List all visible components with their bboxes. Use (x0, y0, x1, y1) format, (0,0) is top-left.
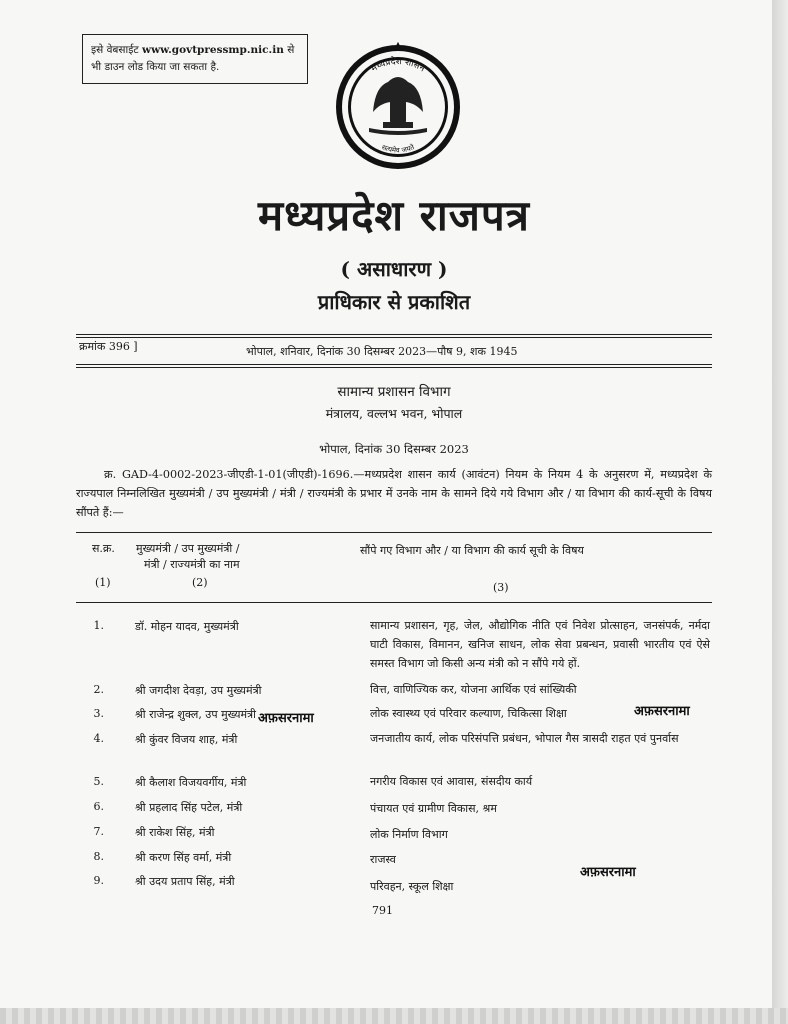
row-sno: 5. (93, 775, 104, 788)
department-address: मंत्रालय, वल्लभ भवन, भोपाल (325, 406, 463, 421)
website-notice-line2: भी डाउन लोड किया जा सकता है. (91, 61, 220, 73)
header-minister-line2: मंत्री / राज्यमंत्री का नाम (144, 558, 240, 571)
emblem-top-text: मध्यप्रदेश शासन (369, 56, 427, 75)
header-minister-line1: मुख्यमंत्री / उप मुख्यमंत्री / (136, 542, 240, 555)
order-date: भोपाल, दिनांक 30 दिसम्बर 2023 (319, 442, 469, 456)
website-notice-suffix: से (287, 44, 295, 56)
row-minister-name: श्री कैलाश विजयवर्गीय, मंत्री (135, 776, 247, 789)
row-departments: लोक स्वास्थ्य एवं परिवार कल्याण, चिकित्सा शिक्षा (370, 707, 567, 720)
issue-number: क्रमांक 396 ] (79, 340, 138, 353)
row-sno: 1. (93, 619, 104, 632)
website-notice-box (82, 34, 308, 84)
column-number-1: (1) (95, 576, 111, 589)
row-sno: 2. (93, 683, 104, 696)
row-sno: 7. (93, 825, 104, 838)
row-departments: लोक निर्माण विभाग (370, 828, 448, 841)
scan-bottom-edge (0, 1008, 788, 1024)
row-sno: 6. (93, 800, 104, 813)
row-minister-name: श्री कुंवर विजय शाह, मंत्री (135, 733, 238, 746)
preamble-text: क्र. GAD-4-0002-2023-जीएडी-1-01(जीएडी)-1696.—मध्यप्रदेश शासन कार्य (आवंटन) नियम के नियम 4 के अनुसरण में, मध्यप्रदेश के राज्यपाल निम्नलिखित मुख्यमंत्री / उप मुख्यमंत्री / मंत्री / राज्यमंत्री के प्रभार में उनके नाम के सामने दिये गये विभाग और / या विभाग की कार्य-सूची के विषय सौंपते हैं:— (76, 468, 712, 519)
column-number-2: (2) (192, 576, 208, 589)
row-departments: जनजातीय कार्य, लोक परिसंपत्ति प्रबंधन, भोपाल गैस त्रासदी राहत एवं पुनर्वास (370, 732, 679, 745)
watermark-stamp: अफ़सरनामा (634, 704, 690, 719)
gazette-type: ( असाधारण ) (340, 257, 448, 281)
order-preamble (76, 465, 712, 522)
row-sno: 3. (93, 707, 104, 720)
page-number: 791 (372, 904, 393, 917)
row-minister-name: डॉ. मोहन यादव, मुख्यमंत्री (135, 620, 239, 633)
gazette-title: मध्यप्रदेश राजपत्र (258, 191, 530, 240)
row-minister-name: श्री राजेन्द्र शुक्ल, उप मुख्यमंत्री (135, 708, 256, 721)
header-sno: स.क्र. (92, 542, 115, 555)
header-rule-top-double (76, 337, 712, 338)
row-departments: पंचायत एवं ग्रामीण विकास, श्रम (370, 802, 497, 815)
row-sno: 9. (93, 874, 104, 887)
row-minister-name: श्री प्रहलाद सिंह पटेल, मंत्री (135, 801, 243, 814)
header-rule-bottom (76, 364, 712, 365)
row-minister-name: श्री उदय प्रताप सिंह, मंत्री (135, 875, 235, 888)
emblem-bottom-text: सत्यमेव जयते (380, 143, 416, 155)
row-departments: वित्त, वाणिज्यिक कर, योजना आर्थिक एवं सांख्यिकी (370, 683, 577, 696)
header-departments: सौंपे गए विभाग और / या विभाग की कार्य सूची के विषय (360, 544, 584, 557)
department-name: सामान्य प्रशासन विभाग (337, 384, 451, 400)
row-sno: 8. (93, 850, 104, 863)
issue-date: भोपाल, शनिवार, दिनांक 30 दिसम्बर 2023—पौष 9, शक 1945 (246, 345, 518, 358)
watermark-stamp: अफ़सरनामा (580, 865, 636, 880)
row-minister-name: श्री जगदीश देवड़ा, उप मुख्यमंत्री (135, 684, 262, 697)
table-rule-top (76, 532, 712, 533)
gazette-authority: प्राधिकार से प्रकाशित (317, 290, 471, 314)
website-notice-prefix: इसे वेबसाईट (91, 44, 139, 56)
table-rule-bottom (76, 602, 712, 603)
state-emblem-icon (333, 42, 463, 172)
watermark-stamp: अफ़सरनामा (258, 711, 314, 726)
header-rule-top (76, 334, 712, 335)
header-minister (136, 541, 296, 573)
row-departments: परिवहन, स्कूल शिक्षा (370, 880, 454, 893)
row-minister-name: श्री करण सिंह वर्मा, मंत्री (135, 851, 232, 864)
row-departments: नगरीय विकास एवं आवास, संसदीय कार्य (370, 775, 533, 788)
scan-edge-shadow (772, 0, 788, 1024)
row-sno: 4. (93, 732, 104, 745)
row-minister-name: श्री राकेश सिंह, मंत्री (135, 826, 215, 839)
row-departments: सामान्य प्रशासन, गृह, जेल, औद्योगिक नीति एवं निवेश प्रोत्साहन, जनसंपर्क, नर्मदा घाटी विकास, विमानन, खनिज साधन, लोक सेवा प्रबन्धन, प्रवासी भारतीय एवं ऐसे समस्त विभाग जो किसी अन्य मंत्री को न सौंपे गये हों. (370, 619, 710, 670)
header-rule-bottom-double (76, 367, 712, 368)
column-number-3: (3) (493, 581, 509, 594)
website-url: www.govtpressmp.nic.in (142, 44, 284, 56)
row-departments: राजस्व (370, 853, 396, 866)
